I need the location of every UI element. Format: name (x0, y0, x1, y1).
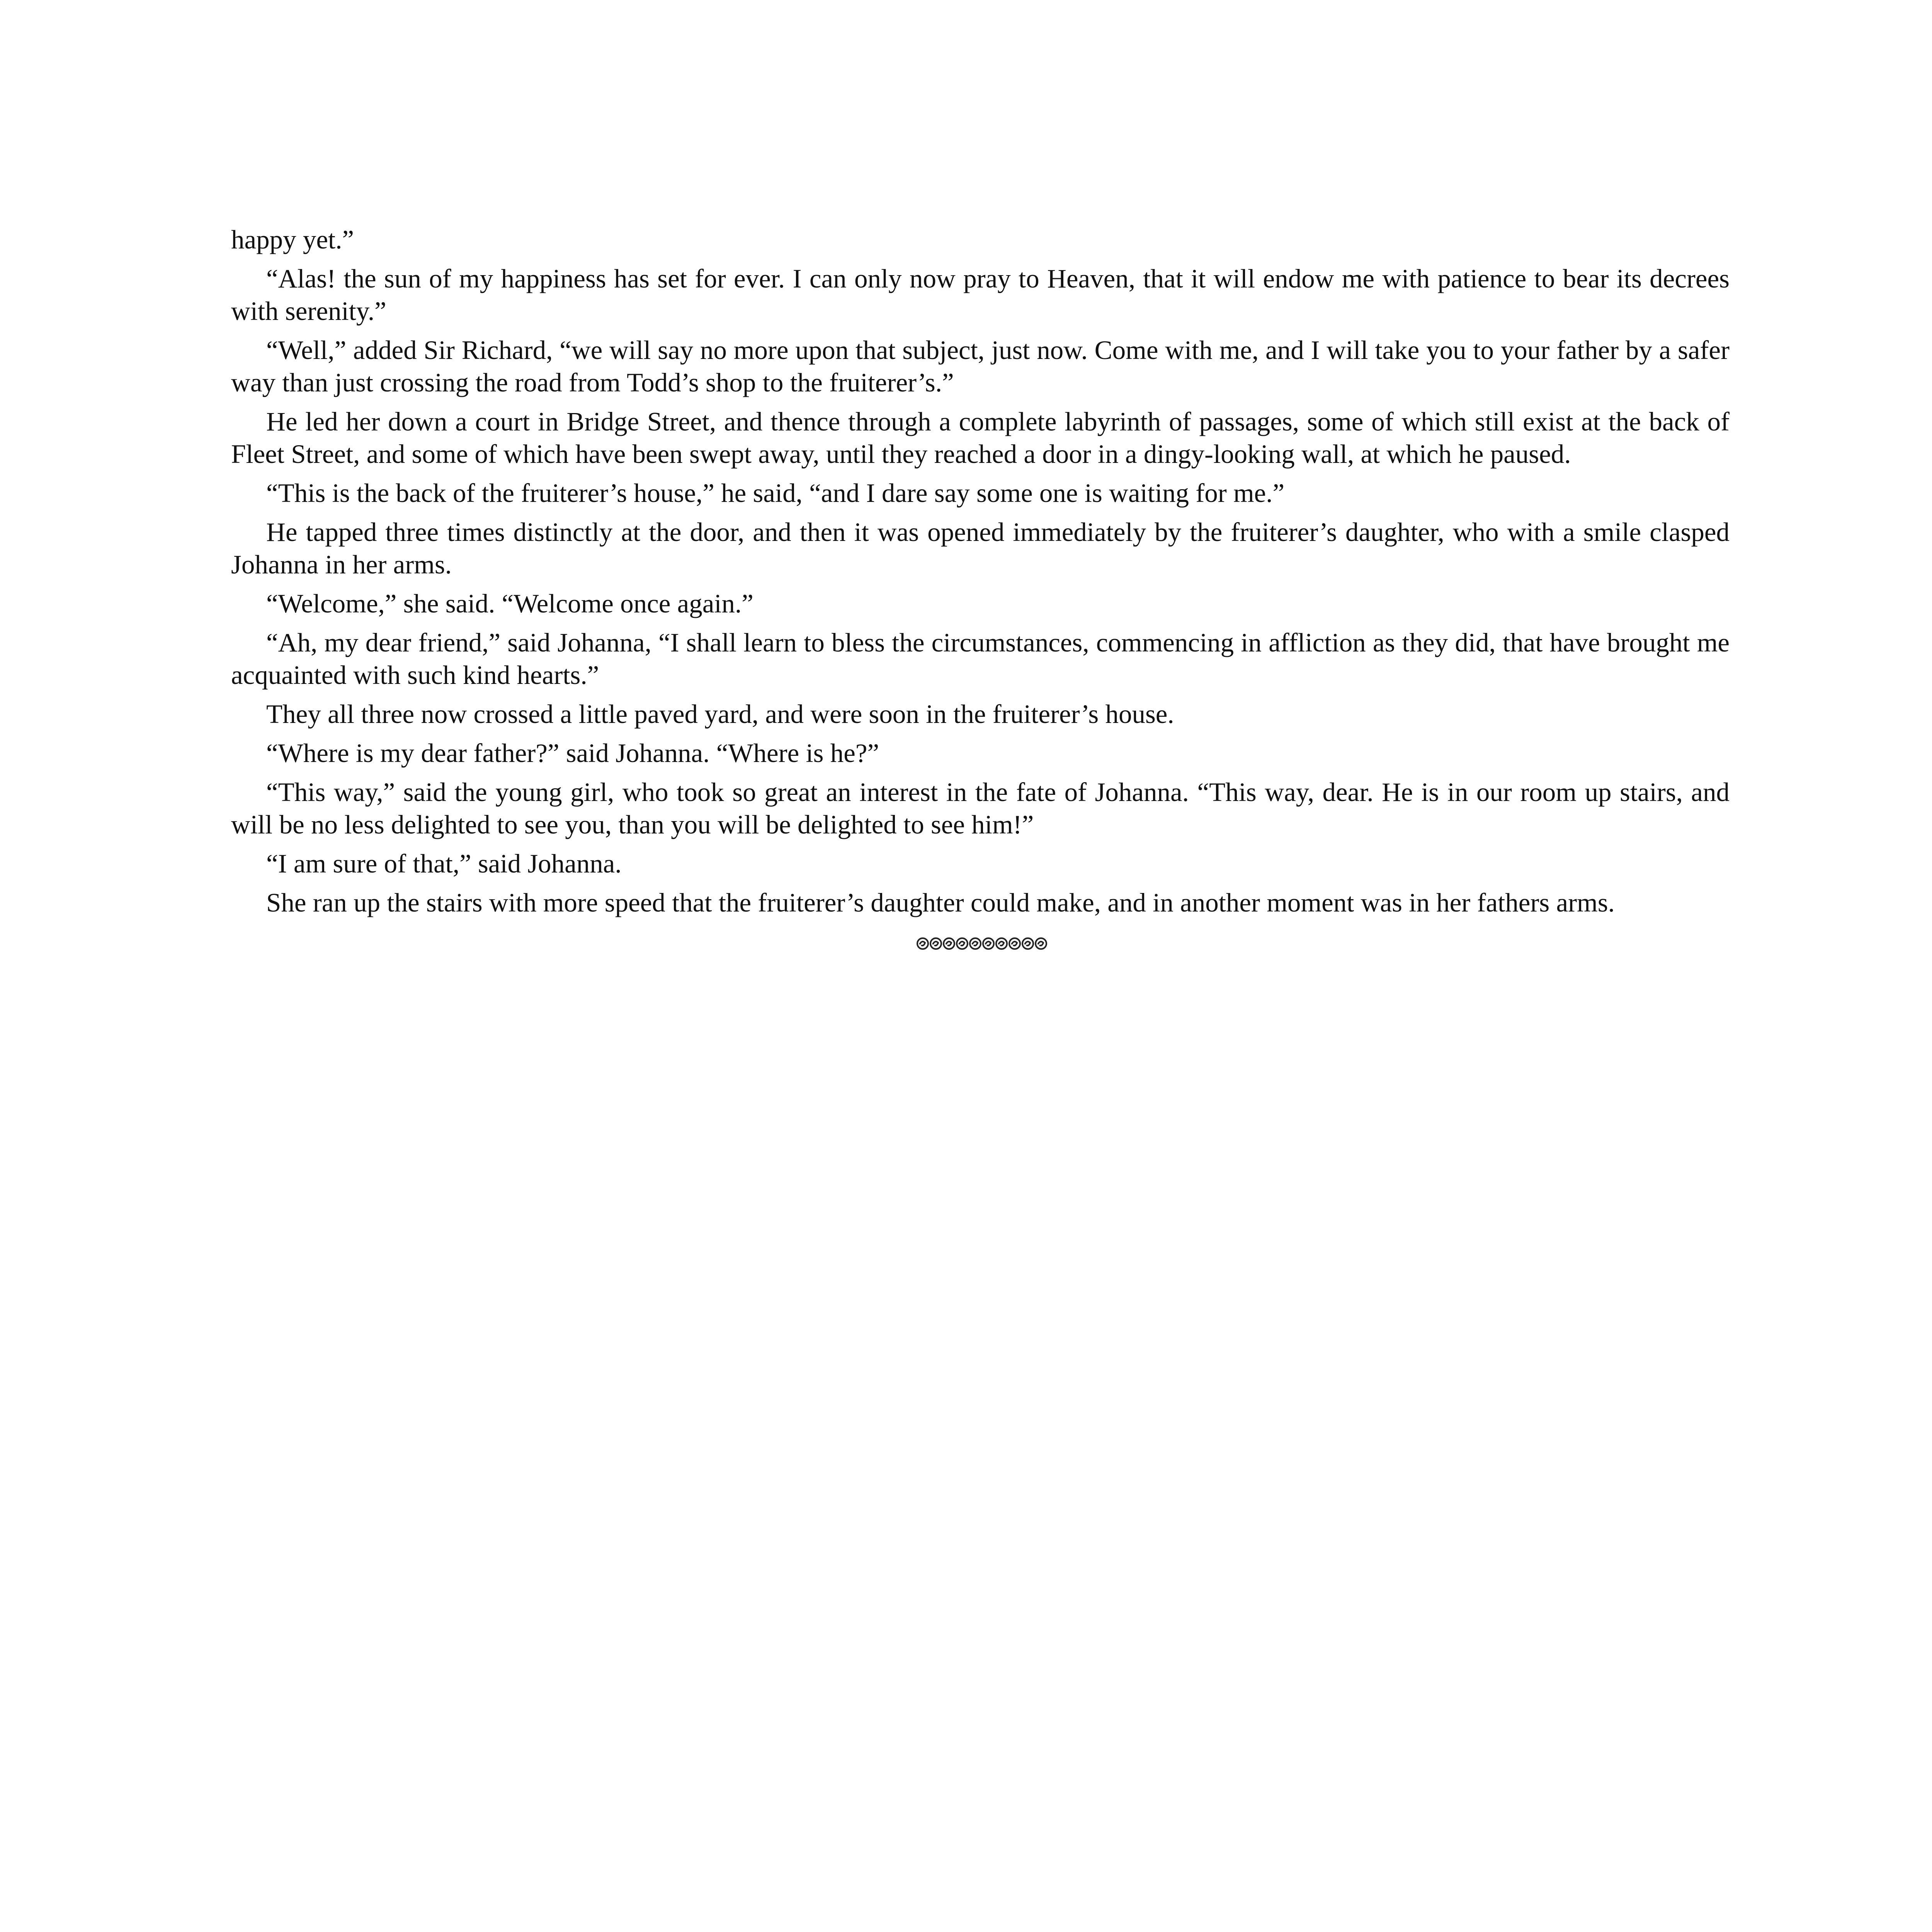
ornament-swirl-icon (996, 938, 1007, 949)
ornament-swirl-icon (944, 938, 954, 949)
paragraph-6: He tapped three times distinctly at the door, and then it was opened immediately by the fruiterer’s daughter, who with a smile clasped Johanna in her arms. (231, 517, 1730, 579)
ornament-swirl-icon (983, 938, 994, 949)
ornament-swirl-icon (1009, 938, 1020, 949)
ornament-swirl-icon (970, 938, 981, 949)
page-text-body (231, 223, 1730, 925)
paragraph-3: “Well,” added Sir Richard, “we will say no more upon that subject, just now. Come with me, and I will take you to your father by a safer way than just crossing the road from Todd’s shop to the fruiterer’s.” (231, 335, 1730, 397)
ornament-swirl-icon (930, 938, 941, 949)
ornament-swirl-icon (957, 938, 968, 949)
paragraph-1: happy yet.” (231, 225, 354, 254)
paragraph-4: He led her down a court in Bridge Street, and thence through a complete labyrinth of passages, some of which still exist at the back of Fleet Street, and some of which have been swept away, until they reached a door in a dingy-looking wall, at which he paused. (231, 407, 1730, 469)
paragraph-5: “This is the back of the fruiterer’s house,” he said, “and I dare say some one is waiting for me.” (266, 478, 1285, 508)
ornament-swirl-icon (1022, 938, 1033, 949)
ornament-swirl-icon (917, 938, 928, 949)
paragraph-7: “Welcome,” she said. “Welcome once again.” (266, 589, 753, 618)
ornament-swirl-icon (1036, 938, 1046, 949)
paragraph-8: “Ah, my dear friend,” said Johanna, “I shall learn to bless the circumstances, commencing in affliction as they did, that have brought me acquainted with such kind hearts.” (231, 628, 1730, 690)
paragraph-12: “I am sure of that,” said Johanna. (266, 849, 622, 878)
paragraph-11: “This way,” said the young girl, who took so great an interest in the fate of Johanna. “This way, dear. He is in our room up stairs, and will be no less delighted to see you, than you will be delighted to see him!” (231, 777, 1730, 839)
paragraph-10: “Where is my dear father?” said Johanna. “Where is he?” (266, 738, 879, 768)
paragraph-2: “Alas! the sun of my happiness has set for ever. I can only now pray to Heaven, that it will endow me with patience to bear its decrees with serenity.” (231, 264, 1730, 326)
paragraph-9: They all three now crossed a little paved yard, and were soon in the fruiterer’s house. (266, 699, 1174, 729)
paragraph-13: She ran up the stairs with more speed that the fruiterer’s daughter could make, and in another moment was in her fathers arms. (266, 888, 1615, 917)
section-break-ornament-icon (908, 936, 1055, 951)
